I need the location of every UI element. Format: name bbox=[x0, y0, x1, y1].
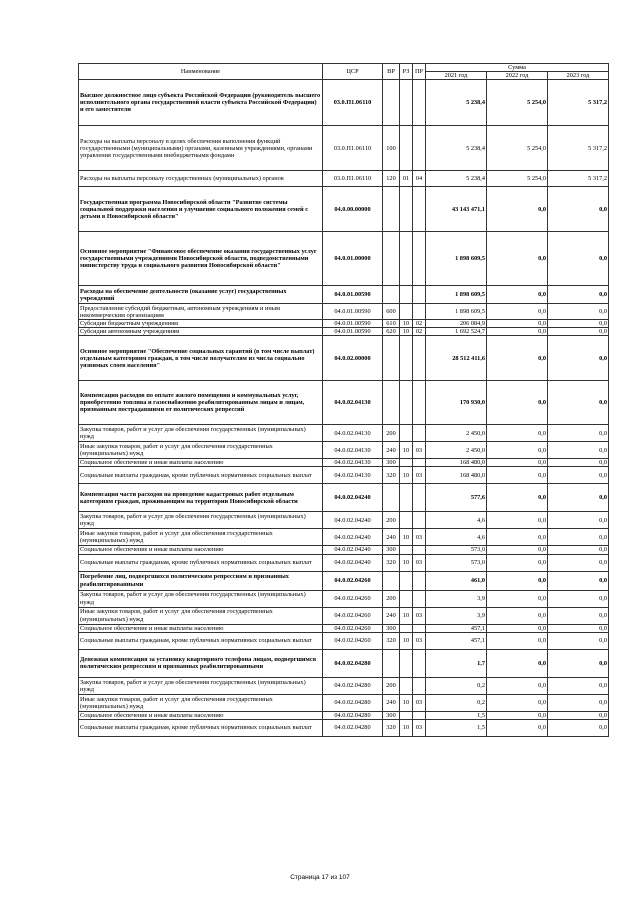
row-csr: 04.0.02.04240 bbox=[323, 546, 383, 554]
header-name: Наименование bbox=[79, 64, 323, 80]
header-rz: РЗ bbox=[400, 64, 413, 80]
row-sum-2022: 0,0 bbox=[487, 286, 548, 304]
row-sum-2022: 0,0 bbox=[487, 425, 548, 442]
row-csr: 04.0.02.04280 bbox=[323, 694, 383, 711]
row-rz: 10 bbox=[400, 694, 413, 711]
row-sum-2021: 1 692 524,7 bbox=[426, 328, 487, 336]
row-sum-2022: 0,0 bbox=[487, 607, 548, 624]
row-name: Погребение лиц, подвергшихся политическим репрессиям и признанных реабилитированными bbox=[79, 571, 323, 590]
row-rz bbox=[400, 304, 413, 320]
row-csr: 04.0.02.04240 bbox=[323, 484, 383, 512]
row-pr bbox=[413, 624, 426, 632]
row-vr: 320 bbox=[383, 554, 400, 571]
row-name: Закупка товаров, работ и услуг для обеспечения государственных (муниципальных) нужд bbox=[79, 590, 323, 607]
row-sum-2021: 577,6 bbox=[426, 484, 487, 512]
row-vr: 300 bbox=[383, 459, 400, 467]
row-sum-2023: 0,0 bbox=[548, 187, 609, 232]
row-name: Высшее должностное лицо субъекта Российской Федерации (руководитель высшего исполнительного органа государственной власти субъекта Российской Федерации) и его заместители bbox=[79, 80, 323, 126]
row-vr: 120 bbox=[383, 171, 400, 187]
row-csr: 04.0.02.04130 bbox=[323, 381, 383, 425]
row-vr: 320 bbox=[383, 632, 400, 649]
row-sum-2021: 573,0 bbox=[426, 546, 487, 554]
row-csr: 04.0.02.04260 bbox=[323, 632, 383, 649]
row-vr: 200 bbox=[383, 425, 400, 442]
row-vr bbox=[383, 381, 400, 425]
row-sum-2022: 0,0 bbox=[487, 442, 548, 459]
row-pr bbox=[413, 336, 426, 381]
row-csr: 04.0.00.00000 bbox=[323, 187, 383, 232]
row-sum-2023: 0,0 bbox=[548, 304, 609, 320]
row-sum-2021: 5 238,4 bbox=[426, 171, 487, 187]
row-sum-2021: 5 238,4 bbox=[426, 80, 487, 126]
row-pr: 03 bbox=[413, 442, 426, 459]
row-vr: 100 bbox=[383, 126, 400, 171]
row-vr: 200 bbox=[383, 512, 400, 529]
table-row bbox=[79, 546, 609, 554]
row-csr: 04.0.02.00000 bbox=[323, 336, 383, 381]
row-name: Денежная компенсация за установку квартирного телефона лицам, подвергшимся политическим репрессиям и признанных реабилитированными bbox=[79, 649, 323, 677]
row-name: Компенсация расходов по оплате жилого помещения и коммунальных услуг, приобретению топлива и газоснабжению реабилитированным лицам и лицам, признанным пострадавшими от политических репрессий bbox=[79, 381, 323, 425]
row-sum-2022: 0,0 bbox=[487, 467, 548, 484]
row-rz: 10 bbox=[400, 632, 413, 649]
row-sum-2021: 168 480,0 bbox=[426, 459, 487, 467]
row-sum-2023: 0,0 bbox=[548, 459, 609, 467]
table-row bbox=[79, 425, 609, 442]
row-pr bbox=[413, 677, 426, 694]
row-vr bbox=[383, 80, 400, 126]
budget-table bbox=[78, 63, 609, 737]
row-sum-2022: 0,0 bbox=[487, 694, 548, 711]
row-sum-2023: 0,0 bbox=[548, 425, 609, 442]
row-name: Субсидии автономным учреждениям bbox=[79, 328, 323, 336]
row-sum-2021: 4,6 bbox=[426, 512, 487, 529]
row-rz: 10 bbox=[400, 607, 413, 624]
row-rz: 10 bbox=[400, 529, 413, 546]
document-page bbox=[78, 63, 608, 737]
row-csr: 04.0.01.00590 bbox=[323, 328, 383, 336]
row-rz bbox=[400, 381, 413, 425]
row-sum-2023: 0,0 bbox=[548, 328, 609, 336]
row-sum-2021: 1 898 609,5 bbox=[426, 286, 487, 304]
table-row bbox=[79, 336, 609, 381]
row-sum-2023: 5 317,2 bbox=[548, 80, 609, 126]
table-row bbox=[79, 512, 609, 529]
row-sum-2022: 0,0 bbox=[487, 554, 548, 571]
row-sum-2022: 0,0 bbox=[487, 484, 548, 512]
row-sum-2023: 0,0 bbox=[548, 590, 609, 607]
row-sum-2021: 461,0 bbox=[426, 571, 487, 590]
row-vr: 600 bbox=[383, 304, 400, 320]
row-vr bbox=[383, 571, 400, 590]
row-sum-2023: 0,0 bbox=[548, 632, 609, 649]
row-pr: 02 bbox=[413, 328, 426, 336]
row-csr: 04.0.02.04240 bbox=[323, 554, 383, 571]
row-name: Социальные выплаты гражданам, кроме публичных нормативных социальных выплат bbox=[79, 554, 323, 571]
row-csr: 04.0.02.04130 bbox=[323, 459, 383, 467]
row-sum-2022: 0,0 bbox=[487, 459, 548, 467]
row-sum-2023: 0,0 bbox=[548, 232, 609, 286]
row-vr bbox=[383, 649, 400, 677]
row-vr bbox=[383, 336, 400, 381]
row-sum-2021: 1 898 609,5 bbox=[426, 304, 487, 320]
row-rz: 10 bbox=[400, 328, 413, 336]
row-pr: 04 bbox=[413, 171, 426, 187]
row-sum-2021: 1,7 bbox=[426, 649, 487, 677]
row-pr bbox=[413, 80, 426, 126]
row-pr bbox=[413, 649, 426, 677]
row-name: Иные закупки товаров, работ и услуг для обеспечения государственных (муниципальных) нужд bbox=[79, 529, 323, 546]
row-csr: 03.0.П1.06110 bbox=[323, 126, 383, 171]
table-row bbox=[79, 529, 609, 546]
row-rz: 10 bbox=[400, 719, 413, 736]
row-pr bbox=[413, 187, 426, 232]
row-vr: 610 bbox=[383, 320, 400, 328]
row-csr: 04.0.02.04260 bbox=[323, 590, 383, 607]
header-year-2023: 2023 год bbox=[548, 72, 609, 80]
row-sum-2023: 0,0 bbox=[548, 442, 609, 459]
row-name: Иные закупки товаров, работ и услуг для обеспечения государственных (муниципальных) нужд bbox=[79, 607, 323, 624]
row-name: Компенсация части расходов на проведение кадастровых работ отдельным категориям граждан, проживающим на территории Новосибирской области bbox=[79, 484, 323, 512]
row-csr: 04.0.01.00000 bbox=[323, 232, 383, 286]
row-csr: 04.0.02.04130 bbox=[323, 467, 383, 484]
row-pr: 03 bbox=[413, 694, 426, 711]
row-sum-2022: 0,0 bbox=[487, 546, 548, 554]
row-pr bbox=[413, 304, 426, 320]
row-vr: 200 bbox=[383, 677, 400, 694]
table-row bbox=[79, 484, 609, 512]
row-rz bbox=[400, 80, 413, 126]
table-row bbox=[79, 677, 609, 694]
row-rz: 10 bbox=[400, 320, 413, 328]
table-row bbox=[79, 328, 609, 336]
row-sum-2023: 0,0 bbox=[548, 677, 609, 694]
table-row bbox=[79, 571, 609, 590]
row-csr: 04.0.02.04280 bbox=[323, 677, 383, 694]
row-rz: 10 bbox=[400, 554, 413, 571]
table-row bbox=[79, 719, 609, 736]
row-sum-2022: 0,0 bbox=[487, 649, 548, 677]
row-rz bbox=[400, 571, 413, 590]
table-row bbox=[79, 381, 609, 425]
row-rz bbox=[400, 484, 413, 512]
row-sum-2023: 0,0 bbox=[548, 484, 609, 512]
row-sum-2023: 0,0 bbox=[548, 286, 609, 304]
row-sum-2021: 457,1 bbox=[426, 632, 487, 649]
row-vr bbox=[383, 187, 400, 232]
row-csr: 04.0.01.00590 bbox=[323, 286, 383, 304]
row-rz bbox=[400, 649, 413, 677]
row-sum-2023: 0,0 bbox=[548, 467, 609, 484]
row-vr: 240 bbox=[383, 442, 400, 459]
row-pr: 03 bbox=[413, 719, 426, 736]
row-sum-2022: 0,0 bbox=[487, 632, 548, 649]
row-sum-2021: 2 450,0 bbox=[426, 442, 487, 459]
row-pr: 02 bbox=[413, 320, 426, 328]
row-vr: 240 bbox=[383, 529, 400, 546]
row-sum-2023: 0,0 bbox=[548, 607, 609, 624]
row-csr: 04.0.02.04260 bbox=[323, 624, 383, 632]
row-pr bbox=[413, 126, 426, 171]
row-name: Расходы на обеспечение деятельности (оказание услуг) государственных учреждений bbox=[79, 286, 323, 304]
row-csr: 03.0.П1.06110 bbox=[323, 171, 383, 187]
row-pr bbox=[413, 232, 426, 286]
row-sum-2022: 0,0 bbox=[487, 719, 548, 736]
row-rz bbox=[400, 590, 413, 607]
row-sum-2021: 2 450,0 bbox=[426, 425, 487, 442]
row-pr: 03 bbox=[413, 632, 426, 649]
row-csr: 04.0.02.04130 bbox=[323, 442, 383, 459]
row-name: Социальные выплаты гражданам, кроме публичных нормативных социальных выплат bbox=[79, 719, 323, 736]
row-rz bbox=[400, 126, 413, 171]
row-sum-2023: 0,0 bbox=[548, 571, 609, 590]
row-sum-2022: 0,0 bbox=[487, 328, 548, 336]
row-sum-2022: 0,0 bbox=[487, 320, 548, 328]
table-row bbox=[79, 590, 609, 607]
row-rz bbox=[400, 286, 413, 304]
row-name: Социальные выплаты гражданам, кроме публичных нормативных социальных выплат bbox=[79, 467, 323, 484]
row-sum-2023: 0,0 bbox=[548, 512, 609, 529]
row-name: Расходы на выплаты персоналу государственных (муниципальных) органов bbox=[79, 171, 323, 187]
row-rz bbox=[400, 459, 413, 467]
table-row bbox=[79, 286, 609, 304]
row-pr: 03 bbox=[413, 554, 426, 571]
row-pr bbox=[413, 459, 426, 467]
row-sum-2023: 0,0 bbox=[548, 649, 609, 677]
row-pr bbox=[413, 571, 426, 590]
row-rz bbox=[400, 677, 413, 694]
table-row bbox=[79, 320, 609, 328]
row-sum-2021: 457,1 bbox=[426, 624, 487, 632]
row-vr bbox=[383, 484, 400, 512]
row-rz bbox=[400, 546, 413, 554]
row-name: Социальное обеспечение и иные выплаты населению bbox=[79, 624, 323, 632]
row-sum-2022: 0,0 bbox=[487, 677, 548, 694]
row-sum-2021: 170 930,0 bbox=[426, 381, 487, 425]
row-vr: 320 bbox=[383, 719, 400, 736]
row-sum-2022: 0,0 bbox=[487, 571, 548, 590]
table-row bbox=[79, 459, 609, 467]
table-row bbox=[79, 304, 609, 320]
row-sum-2021: 168 480,0 bbox=[426, 467, 487, 484]
row-sum-2021: 28 512 411,6 bbox=[426, 336, 487, 381]
row-pr bbox=[413, 546, 426, 554]
row-sum-2021: 573,0 bbox=[426, 554, 487, 571]
row-rz: 01 bbox=[400, 171, 413, 187]
row-rz bbox=[400, 425, 413, 442]
row-vr bbox=[383, 286, 400, 304]
row-sum-2023: 0,0 bbox=[548, 719, 609, 736]
row-sum-2022: 0,0 bbox=[487, 512, 548, 529]
row-pr bbox=[413, 711, 426, 719]
row-vr: 320 bbox=[383, 467, 400, 484]
table-row bbox=[79, 232, 609, 286]
row-sum-2023: 0,0 bbox=[548, 624, 609, 632]
row-pr bbox=[413, 590, 426, 607]
header-csr: ЦСР bbox=[323, 64, 383, 80]
table-row bbox=[79, 187, 609, 232]
row-csr: 04.0.02.04130 bbox=[323, 425, 383, 442]
row-csr: 04.0.02.04240 bbox=[323, 512, 383, 529]
row-rz bbox=[400, 232, 413, 286]
row-sum-2021: 3,9 bbox=[426, 607, 487, 624]
row-csr: 04.0.02.04280 bbox=[323, 711, 383, 719]
row-vr: 620 bbox=[383, 328, 400, 336]
row-csr: 03.0.П1.06110 bbox=[323, 80, 383, 126]
table-row bbox=[79, 126, 609, 171]
row-sum-2021: 3,9 bbox=[426, 590, 487, 607]
header-year-2022: 2022 год bbox=[487, 72, 548, 80]
table-row bbox=[79, 649, 609, 677]
row-pr bbox=[413, 286, 426, 304]
row-name: Закупка товаров, работ и услуг для обеспечения государственных (муниципальных) нужд bbox=[79, 425, 323, 442]
row-rz bbox=[400, 624, 413, 632]
table-row bbox=[79, 711, 609, 719]
table-row bbox=[79, 607, 609, 624]
row-sum-2022: 5 254,0 bbox=[487, 80, 548, 126]
row-pr bbox=[413, 381, 426, 425]
row-sum-2022: 0,0 bbox=[487, 232, 548, 286]
row-csr: 04.0.02.04260 bbox=[323, 607, 383, 624]
row-rz bbox=[400, 336, 413, 381]
row-pr bbox=[413, 512, 426, 529]
table-body bbox=[79, 80, 609, 737]
row-sum-2021: 206 084,9 bbox=[426, 320, 487, 328]
row-vr bbox=[383, 232, 400, 286]
row-csr: 04.0.01.00590 bbox=[323, 304, 383, 320]
table-row bbox=[79, 632, 609, 649]
row-sum-2023: 5 317,2 bbox=[548, 171, 609, 187]
row-name: Социальное обеспечение и иные выплаты населению bbox=[79, 546, 323, 554]
row-sum-2023: 5 317,2 bbox=[548, 126, 609, 171]
row-sum-2023: 0,0 bbox=[548, 381, 609, 425]
table-row bbox=[79, 80, 609, 126]
row-rz bbox=[400, 512, 413, 529]
row-name: Предоставление субсидий бюджетным, автономным учреждениям и иным некоммерческим организациям bbox=[79, 304, 323, 320]
row-name: Закупка товаров, работ и услуг для обеспечения государственных (муниципальных) нужд bbox=[79, 677, 323, 694]
row-sum-2022: 0,0 bbox=[487, 590, 548, 607]
row-sum-2023: 0,0 bbox=[548, 546, 609, 554]
row-sum-2021: 1 898 609,5 bbox=[426, 232, 487, 286]
row-sum-2023: 0,0 bbox=[548, 320, 609, 328]
row-sum-2022: 5 254,0 bbox=[487, 171, 548, 187]
row-vr: 300 bbox=[383, 624, 400, 632]
row-vr: 240 bbox=[383, 607, 400, 624]
row-pr bbox=[413, 484, 426, 512]
row-sum-2023: 0,0 bbox=[548, 529, 609, 546]
row-pr bbox=[413, 425, 426, 442]
header-vr: ВР bbox=[383, 64, 400, 80]
row-pr: 03 bbox=[413, 529, 426, 546]
row-sum-2021: 1,5 bbox=[426, 719, 487, 736]
header-sum: Сумма bbox=[426, 64, 609, 72]
row-vr: 200 bbox=[383, 590, 400, 607]
header-pr: ПР bbox=[413, 64, 426, 80]
row-name: Иные закупки товаров, работ и услуг для обеспечения государственных (муниципальных) нужд bbox=[79, 442, 323, 459]
row-pr: 03 bbox=[413, 607, 426, 624]
row-vr: 300 bbox=[383, 546, 400, 554]
row-sum-2023: 0,0 bbox=[548, 694, 609, 711]
header-year-2021: 2021 год bbox=[426, 72, 487, 80]
row-sum-2022: 0,0 bbox=[487, 381, 548, 425]
row-vr: 300 bbox=[383, 711, 400, 719]
row-sum-2022: 0,0 bbox=[487, 187, 548, 232]
row-sum-2023: 0,0 bbox=[548, 336, 609, 381]
row-name: Социальные выплаты гражданам, кроме публичных нормативных социальных выплат bbox=[79, 632, 323, 649]
row-pr: 03 bbox=[413, 467, 426, 484]
row-name: Закупка товаров, работ и услуг для обеспечения государственных (муниципальных) нужд bbox=[79, 512, 323, 529]
table-row bbox=[79, 694, 609, 711]
row-name: Основное мероприятие "Финансовое обеспечение оказания государственных услуг государственными учреждениями Новосибирской области, подведомственными министерству труда и социального развития Новосибирской области" bbox=[79, 232, 323, 286]
row-sum-2023: 0,0 bbox=[548, 554, 609, 571]
table-row bbox=[79, 467, 609, 484]
row-name: Иные закупки товаров, работ и услуг для обеспечения государственных (муниципальных) нужд bbox=[79, 694, 323, 711]
row-sum-2021: 1,5 bbox=[426, 711, 487, 719]
row-csr: 04.0.02.04240 bbox=[323, 529, 383, 546]
row-rz: 10 bbox=[400, 467, 413, 484]
row-sum-2022: 0,0 bbox=[487, 529, 548, 546]
row-rz: 10 bbox=[400, 442, 413, 459]
table-row bbox=[79, 554, 609, 571]
row-sum-2021: 0,2 bbox=[426, 677, 487, 694]
row-name: Субсидии бюджетным учреждениям bbox=[79, 320, 323, 328]
row-rz bbox=[400, 711, 413, 719]
row-name: Социальное обеспечение и иные выплаты населению bbox=[79, 711, 323, 719]
row-name: Социальное обеспечение и иные выплаты населению bbox=[79, 459, 323, 467]
row-sum-2021: 5 238,4 bbox=[426, 126, 487, 171]
row-sum-2022: 0,0 bbox=[487, 304, 548, 320]
table-row bbox=[79, 624, 609, 632]
row-csr: 04.0.02.04280 bbox=[323, 649, 383, 677]
row-sum-2022: 0,0 bbox=[487, 711, 548, 719]
row-csr: 04.0.02.04260 bbox=[323, 571, 383, 590]
row-csr: 04.0.02.04280 bbox=[323, 719, 383, 736]
row-name: Основное мероприятие "Обеспечение социальных гарантий (в том числе выплат) отдельным категориям граждан, в том числе получателям из числа социально уязвимых слоев населения" bbox=[79, 336, 323, 381]
row-vr: 240 bbox=[383, 694, 400, 711]
row-csr: 04.0.01.00590 bbox=[323, 320, 383, 328]
row-rz bbox=[400, 187, 413, 232]
page-number: Страница 17 из 107 bbox=[290, 874, 350, 881]
row-name: Расходы на выплаты персоналу в целях обеспечения выполнения функций государственными (муниципальными) органами, казенными учреждениями, органами управления государственными внебюджетными фондами bbox=[79, 126, 323, 171]
row-sum-2023: 0,0 bbox=[548, 711, 609, 719]
row-name: Государственная программа Новосибирской области "Развитие системы социальной поддержки населения и улучшение социального положения семей с детьми в Новосибирской области" bbox=[79, 187, 323, 232]
table-row bbox=[79, 171, 609, 187]
table-row bbox=[79, 442, 609, 459]
row-sum-2022: 0,0 bbox=[487, 336, 548, 381]
row-sum-2021: 43 143 471,1 bbox=[426, 187, 487, 232]
row-sum-2022: 5 254,0 bbox=[487, 126, 548, 171]
row-sum-2022: 0,0 bbox=[487, 624, 548, 632]
row-sum-2021: 4,6 bbox=[426, 529, 487, 546]
row-sum-2021: 0,2 bbox=[426, 694, 487, 711]
